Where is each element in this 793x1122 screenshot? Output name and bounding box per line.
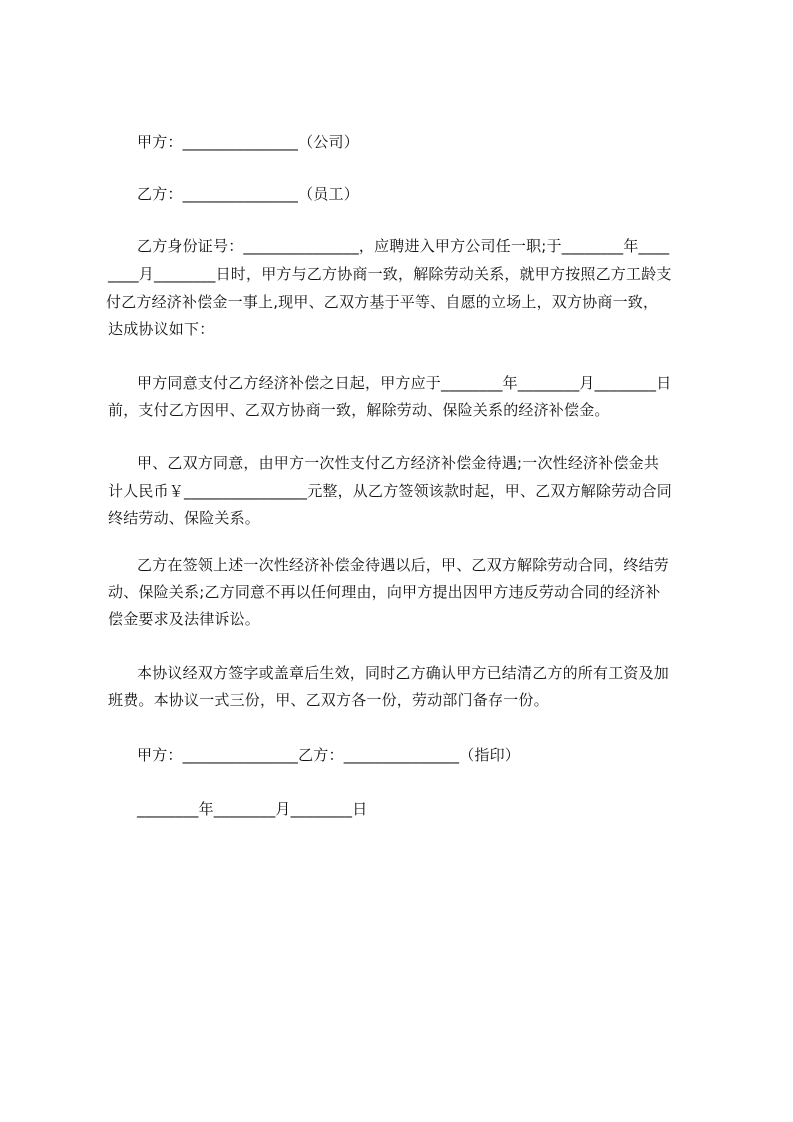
paragraph-1-line-1: 乙方身份证号：_______________，应聘进入甲方公司任一职;于________年____	[137, 237, 670, 255]
paragraph-3-line-3: 终结劳动、保险关系。	[108, 509, 261, 527]
date-line: ________年________月________日	[137, 800, 368, 818]
paragraph-2-line-1: 甲方同意支付乙方经济补偿之日起，甲方应于________年________月________日	[137, 374, 672, 392]
paragraph-5-line-1: 本协议经双方签字或盖章后生效，同时乙方确认甲方已结清乙方的所有工资及加	[137, 664, 670, 682]
paragraph-4-line-2: 动、保险关系;乙方同意不再以任何理由，向甲方提出因甲方违反劳动合同的经济补	[108, 583, 661, 601]
paragraph-1-line-4: 达成协议如下：	[108, 320, 215, 338]
paragraph-5-line-2: 班费。本协议一式三份，甲、乙双方各一份，劳动部门备存一份。	[108, 691, 549, 709]
signature-line: 甲方：_______________乙方：_______________（指印）	[137, 746, 521, 764]
paragraph-3-line-2: 计人民币￥________________元整，从乙方签领该款时起，甲、乙双方解除劳动合同	[108, 482, 673, 500]
paragraph-1-line-3: 付乙方经济补偿金一事上,现甲、乙双方基于平等、自愿的立场上，双方协商一致，	[106, 293, 659, 311]
party-b-line: 乙方：_______________（员工）	[137, 185, 359, 203]
paragraph-4-line-3: 偿金要求及法律诉讼。	[108, 610, 261, 628]
paragraph-3-line-1: 甲、乙双方同意，由甲方一次性支付乙方经济补偿金待遇;一次性经济补偿金共	[137, 454, 660, 472]
paragraph-1-line-2: ____月________日时，甲方与乙方协商一致，解除劳动关系，就甲方按照乙方工龄支	[108, 265, 672, 283]
paragraph-4-line-1: 乙方在签领上述一次性经济补偿金待遇以后，甲、乙双方解除劳动合同，终结劳	[137, 556, 670, 574]
paragraph-2-line-2: 前，支付乙方因甲、乙双方协商一致，解除劳动、保险关系的经济补偿金。	[108, 401, 610, 419]
party-a-line: 甲方：_______________（公司）	[137, 133, 359, 151]
